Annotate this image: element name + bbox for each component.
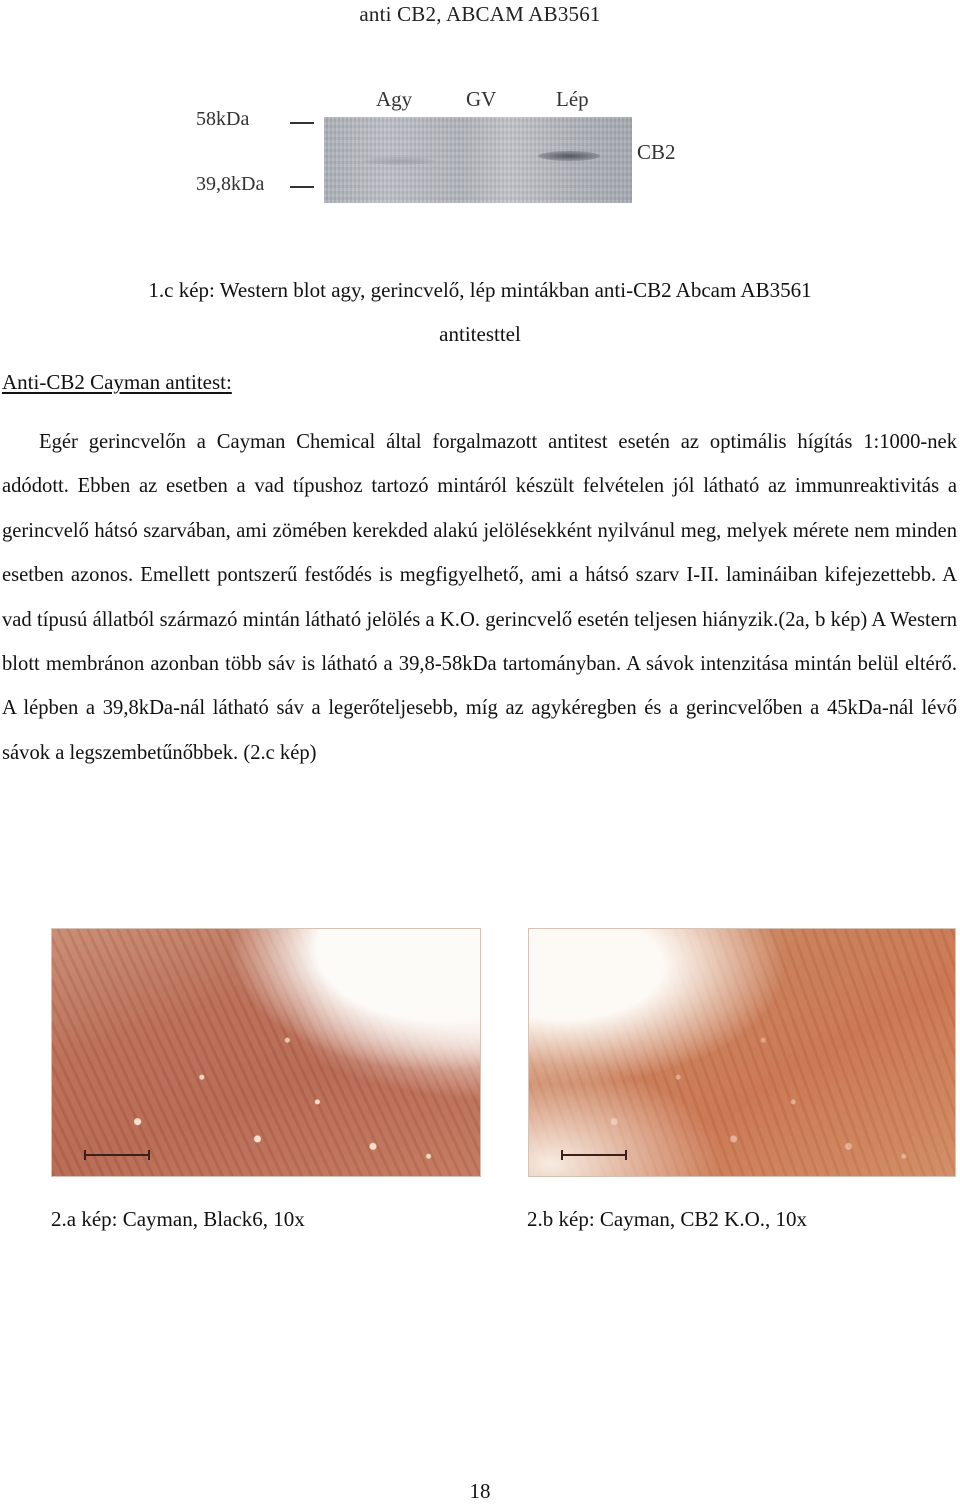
band-label-cb2: CB2 [637, 140, 676, 164]
scale-bar-2b [561, 1154, 627, 1156]
section-heading: Anti-CB2 Cayman antitest: [2, 370, 232, 394]
marker-tick-39kda [290, 186, 314, 188]
micrograph-2b [528, 928, 956, 1177]
blot-band-lep [538, 151, 600, 161]
micrograph-2b-labeling [529, 929, 955, 1176]
scale-bar-2a [84, 1154, 150, 1156]
marker-label-58kda: 58kDa [196, 108, 250, 130]
lane-label-lep: Lép [556, 87, 589, 111]
blot-membrane-image [324, 117, 632, 203]
blot-band-agy [364, 157, 434, 165]
body-paragraph: Egér gerincvelőn a Cayman Chemical által forgalmazott antitest esetén az optimális hígítás 1:1000-nek adódott. Ebben az esetben a vad típushoz tartozó mintáról készült felvételen jól látható az immunreaktivitás a gerincvelő hátsó szarvában, ami zömében kerekded alakú jelölésekként nyilvánul meg, melyek mérete nem minden esetben azonos. Emellett pontszerű festődés is megfigyelhető, ami a hátsó szarv I-II. lamináiban kifejezettebb. A vad típusú állatból származó mintán látható jelölés a K.O. gerincvelő esetén teljesen hiányzik.(2a, b kép) A Western blott membránon azonban több sáv is látható a 39,8-58kDa tartományban. A sávok intenzitása mintán belül eltérő. A lépben a 39,8kDa-nál látható sáv a legerőteljesebb, míg az agykéregben és a gerincvelőben a 45kDa-nál lévő sávok a legszembetűnőbbek. (2.c kép) [2, 431, 957, 764]
micrograph-2a-labeling [52, 929, 480, 1176]
figure-caption-2a: 2.a kép: Cayman, Black6, 10x [51, 1207, 305, 1231]
caption-1c-line1: 1.c kép: Western blot agy, gerincvelő, lép mintákban anti-CB2 Abcam AB3561 [148, 278, 812, 302]
figure-caption-1c [60, 268, 900, 356]
caption-1c-line2: antitesttel [439, 322, 521, 346]
marker-tick-58kda [290, 122, 314, 124]
blot-title: anti CB2, ABCAM AB3561 [359, 2, 601, 26]
lane-label-gv: GV [466, 87, 497, 111]
figure-caption-2b: 2.b kép: Cayman, CB2 K.O., 10x [527, 1207, 807, 1231]
micrograph-2a [51, 928, 481, 1177]
page-number: 18 [469, 1479, 491, 1503]
lane-label-agy: Agy [376, 87, 413, 111]
marker-label-39kda: 39,8kDa [196, 173, 265, 195]
